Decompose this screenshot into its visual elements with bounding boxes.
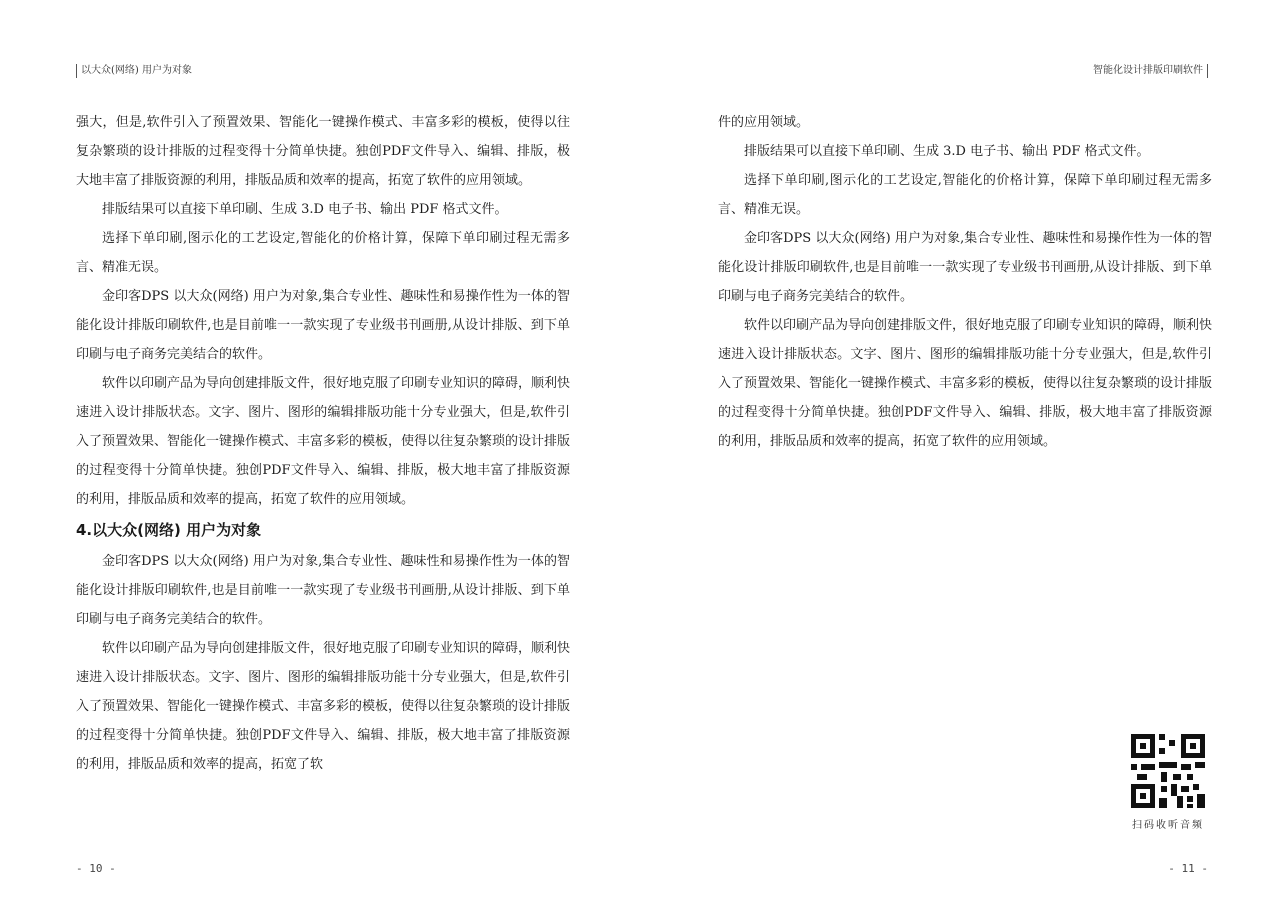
right-page-body	[718, 108, 1212, 456]
paragraph: 软件以印刷产品为导向创建排版文件，很好地克服了印刷专业知识的障碍，顺利快速进入设计排版状态。文字、图片、图形的编辑排版功能十分专业强大，但是,软件引入了预置效果、智能化一键操作模式、丰富多彩的模板，使得以往复杂繁琐的设计排版的过程变得十分简单快捷。独创PDF文件导入、编辑、排版，极大地丰富了排版资源的利用，排版品质和效率的提高，拓宽了软件的应用领域。	[76, 376, 571, 507]
qr-code-icon[interactable]	[1131, 734, 1205, 808]
paragraph: 件的应用领域。	[718, 115, 810, 130]
left-page-number: - 10 -	[76, 862, 116, 875]
qr-caption: 扫码收听音频	[1132, 820, 1204, 831]
paragraph: 金印客DPS 以大众(网络) 用户为对象,集合专业性、趣味性和易操作性为一体的智能化设计排版印刷软件,也是目前唯一一款实现了专业级书刊画册,从设计排版、到下单印刷与电子商务完美结合的软件。	[718, 231, 1212, 304]
left-running-header: 以大众(网络) 用户为对象	[76, 64, 192, 78]
paragraph: 软件以印刷产品为导向创建排版文件，很好地克服了印刷专业知识的障碍，顺利快速进入设计排版状态。文字、图片、图形的编辑排版功能十分专业强大，但是,软件引入了预置效果、智能化一键操作模式、丰富多彩的模板，使得以往复杂繁琐的设计排版的过程变得十分简单快捷。独创PDF文件导入、编辑、排版，极大地丰富了排版资源的利用，排版品质和效率的提高，拓宽了软	[76, 641, 571, 772]
left-page-body	[76, 108, 570, 779]
paragraph: 软件以印刷产品为导向创建排版文件，很好地克服了印刷专业知识的障碍，顺利快速进入设计排版状态。文字、图片、图形的编辑排版功能十分专业强大，但是,软件引入了预置效果、智能化一键操作模式、丰富多彩的模板，使得以往复杂繁琐的设计排版的过程变得十分简单快捷。独创PDF文件导入、编辑、排版，极大地丰富了排版资源的利用，排版品质和效率的提高，拓宽了软件的应用领域。	[718, 318, 1213, 449]
paragraph: 排版结果可以直接下单印刷、生成 3.D 电子书、输出 PDF 格式文件。	[102, 202, 508, 217]
paragraph: 选择下单印刷,图示化的工艺设定,智能化的价格计算，保障下单印刷过程无需多言、精准无误。	[718, 173, 1212, 217]
section-heading: 4.以大众(网络) 用户为对象	[76, 521, 262, 539]
right-page-number: - 11 -	[1168, 862, 1208, 875]
paragraph: 排版结果可以直接下单印刷、生成 3.D 电子书、输出 PDF 格式文件。	[744, 144, 1150, 159]
paragraph: 金印客DPS 以大众(网络) 用户为对象,集合专业性、趣味性和易操作性为一体的智能化设计排版印刷软件,也是目前唯一一款实现了专业级书刊画册,从设计排版、到下单印刷与电子商务完美结合的软件。	[76, 289, 570, 362]
qr-audio-block[interactable]	[1130, 734, 1206, 831]
paragraph: 强大，但是,软件引入了预置效果、智能化一键操作模式、丰富多彩的模板，使得以往复杂繁琐的设计排版的过程变得十分简单快捷。独创PDF文件导入、编辑、排版，极大地丰富了排版资源的利用，排版品质和效率的提高，拓宽了软件的应用领域。	[76, 115, 570, 188]
paragraph: 金印客DPS 以大众(网络) 用户为对象,集合专业性、趣味性和易操作性为一体的智能化设计排版印刷软件,也是目前唯一一款实现了专业级书刊画册,从设计排版、到下单印刷与电子商务完美结合的软件。	[76, 554, 570, 627]
right-running-header: 智能化设计排版印刷软件	[1093, 64, 1208, 78]
paragraph: 选择下单印刷,图示化的工艺设定,智能化的价格计算，保障下单印刷过程无需多言、精准无误。	[76, 231, 570, 275]
right-page	[642, 0, 1284, 907]
